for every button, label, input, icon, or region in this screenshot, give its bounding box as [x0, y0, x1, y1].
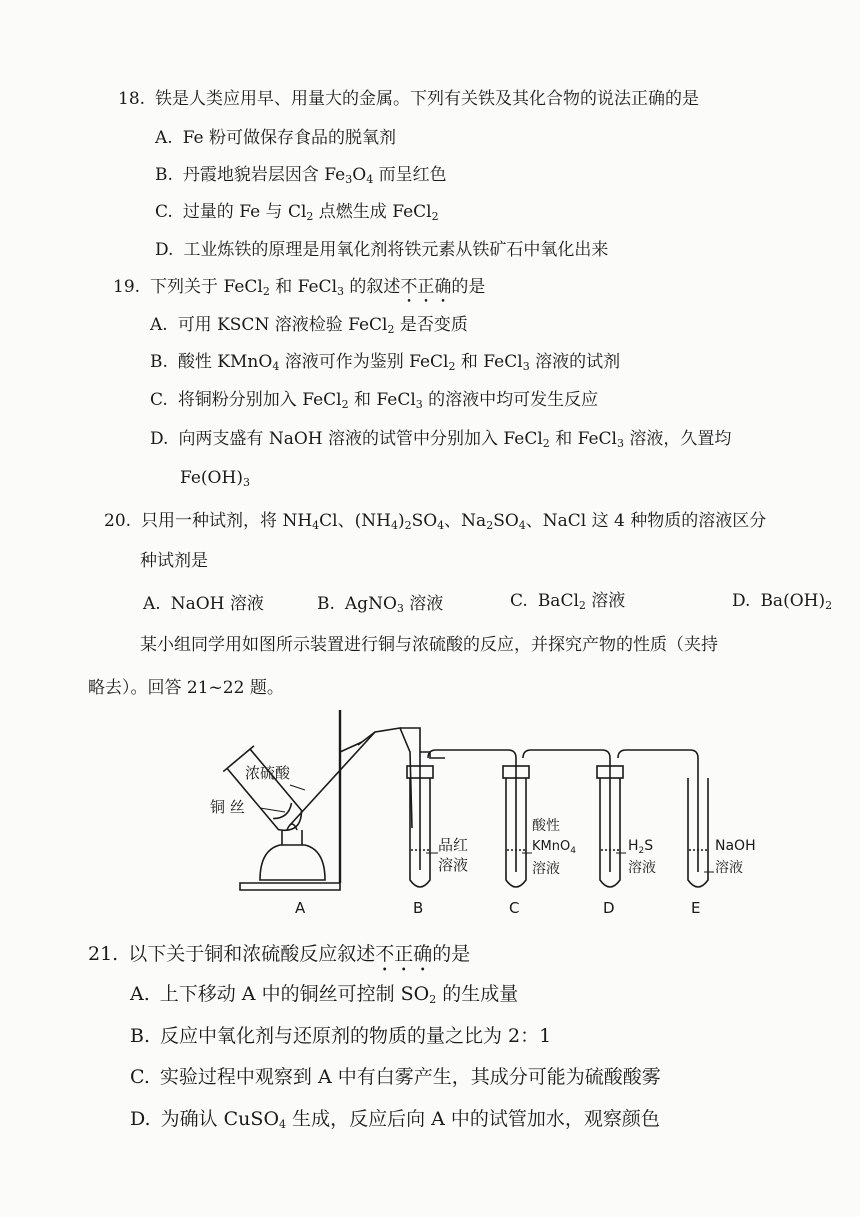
- q18-stem: [118, 88, 699, 110]
- label-c-line2: KMnO$_4$: [532, 839, 576, 856]
- q20-option-b: B. AgNO$_3$ 溶液: [317, 594, 444, 615]
- q19-option-a: A. 可用 KSCN 溶液检验 FeCl$_2$ 是否变质: [150, 315, 468, 336]
- letter-b: B: [413, 899, 424, 917]
- q19-option-d-continuation: $Fe(OH)_3$: [180, 468, 250, 489]
- q20-option-a: A. NaOH 溶液: [143, 594, 264, 614]
- q21-emphasis: 不正确: [375, 943, 433, 965]
- q20-option-c: C. BaCl$_2$ 溶液: [510, 591, 626, 612]
- label-d-line1: $H_2S$: [628, 838, 654, 856]
- letter-d: D: [603, 899, 615, 917]
- letter-e: E: [691, 899, 701, 917]
- label-b-line1: 品红: [438, 836, 469, 854]
- alcohol-lamp: [260, 845, 325, 880]
- q20-stem-line2: 种试剂是: [140, 551, 208, 571]
- reaction-tube-a: [223, 746, 311, 840]
- label-c-line1: 酸性: [532, 818, 560, 834]
- q19-emphasis: 不正确: [400, 277, 452, 297]
- q19-option-d: D. 向两支盛有 NaOH 溶液的试管中分别加入 FeCl$_2$ 和 FeCl$_3$ 溶液，久置均: [150, 429, 732, 450]
- q20-option-d: D. $Ba(OH)_2$: [732, 591, 833, 612]
- q19-option-b: B. 酸性 KMnO$_4$ 溶液可作为鉴别 FeCl$_2$ 和 FeCl$_3$ 溶液的试剂: [150, 352, 621, 373]
- intro-line-1: 某小组同学用如图所示装置进行铜与浓硫酸的反应，并探究产物的性质（夹持: [140, 635, 718, 655]
- q21-option-c: C. 实验过程中观察到 A 中有白雾产生，其成分可能为硫酸酸雾: [130, 1066, 661, 1088]
- stand-base: [240, 883, 340, 890]
- q20-stem: 20. 只用一种试剂，将 $NH_4Cl$、$(NH_4)_2SO_4$、$Na_2SO_4$、NaCl 这 4 种物质的溶液区分: [104, 511, 767, 532]
- label-e-line2: 溶液: [715, 860, 743, 876]
- letter-a: A: [295, 899, 306, 917]
- label-copper-wire: 铜 丝: [210, 798, 245, 816]
- q19-option-c: C. 将铜粉分别加入 FeCl$_2$ 和 FeCl$_3$ 的溶液中均可发生反应: [150, 390, 599, 411]
- label-d-line2: 溶液: [628, 860, 656, 876]
- letter-c: C: [509, 899, 520, 917]
- q18-option-b: B. 丹霞地貌岩层因含 $Fe_3O_4$ 而呈红色: [155, 165, 447, 186]
- q21-option-d: D. 为确认 CuSO$_4$ 生成，反应后向 A 中的试管加水，观察颜色: [130, 1108, 660, 1131]
- outlet-tube: [358, 728, 412, 828]
- label-conc-sulfuric-acid: 浓硫酸: [245, 764, 291, 782]
- apparatus-diagram: [190, 700, 790, 925]
- q21-stem: 21. 以下关于铜和浓硫酸反应叙述不正确的是: [88, 943, 471, 965]
- q18-number: 18.: [118, 89, 146, 109]
- q18-stem-text: 铁是人类应用早、用量大的金属。下列有关铁及其化合物的说法正确的是: [155, 89, 700, 109]
- intro-line-2: 略去）。回答 21~22 题。: [88, 678, 284, 698]
- copper-wire: [290, 732, 375, 825]
- label-e-line1: NaOH: [715, 838, 756, 854]
- q19-stem: 19. 下列关于 FeCl$_2$ 和 FeCl$_3$ 的叙述不正确的是: [113, 277, 486, 298]
- label-b-line2: 溶液: [438, 856, 469, 874]
- q18-option-d: D. 工业炼铁的原理是用氧化剂将铁元素从铁矿石中氧化出来: [155, 240, 609, 260]
- label-c-line3: 溶液: [532, 861, 560, 877]
- q18-option-a: A. Fe 粉可做保存食品的脱氧剂: [155, 128, 397, 148]
- q21-option-a: A. 上下移动 A 中的铜丝可控制 $SO_2$ 的生成量: [130, 983, 519, 1006]
- q21-option-b: B. 反应中氧化剂与还原剂的物质的量之比为 2：1: [130, 1025, 552, 1047]
- q18-option-c: C. 过量的 Fe 与 $Cl_2$ 点燃生成 FeCl$_2$: [155, 202, 439, 223]
